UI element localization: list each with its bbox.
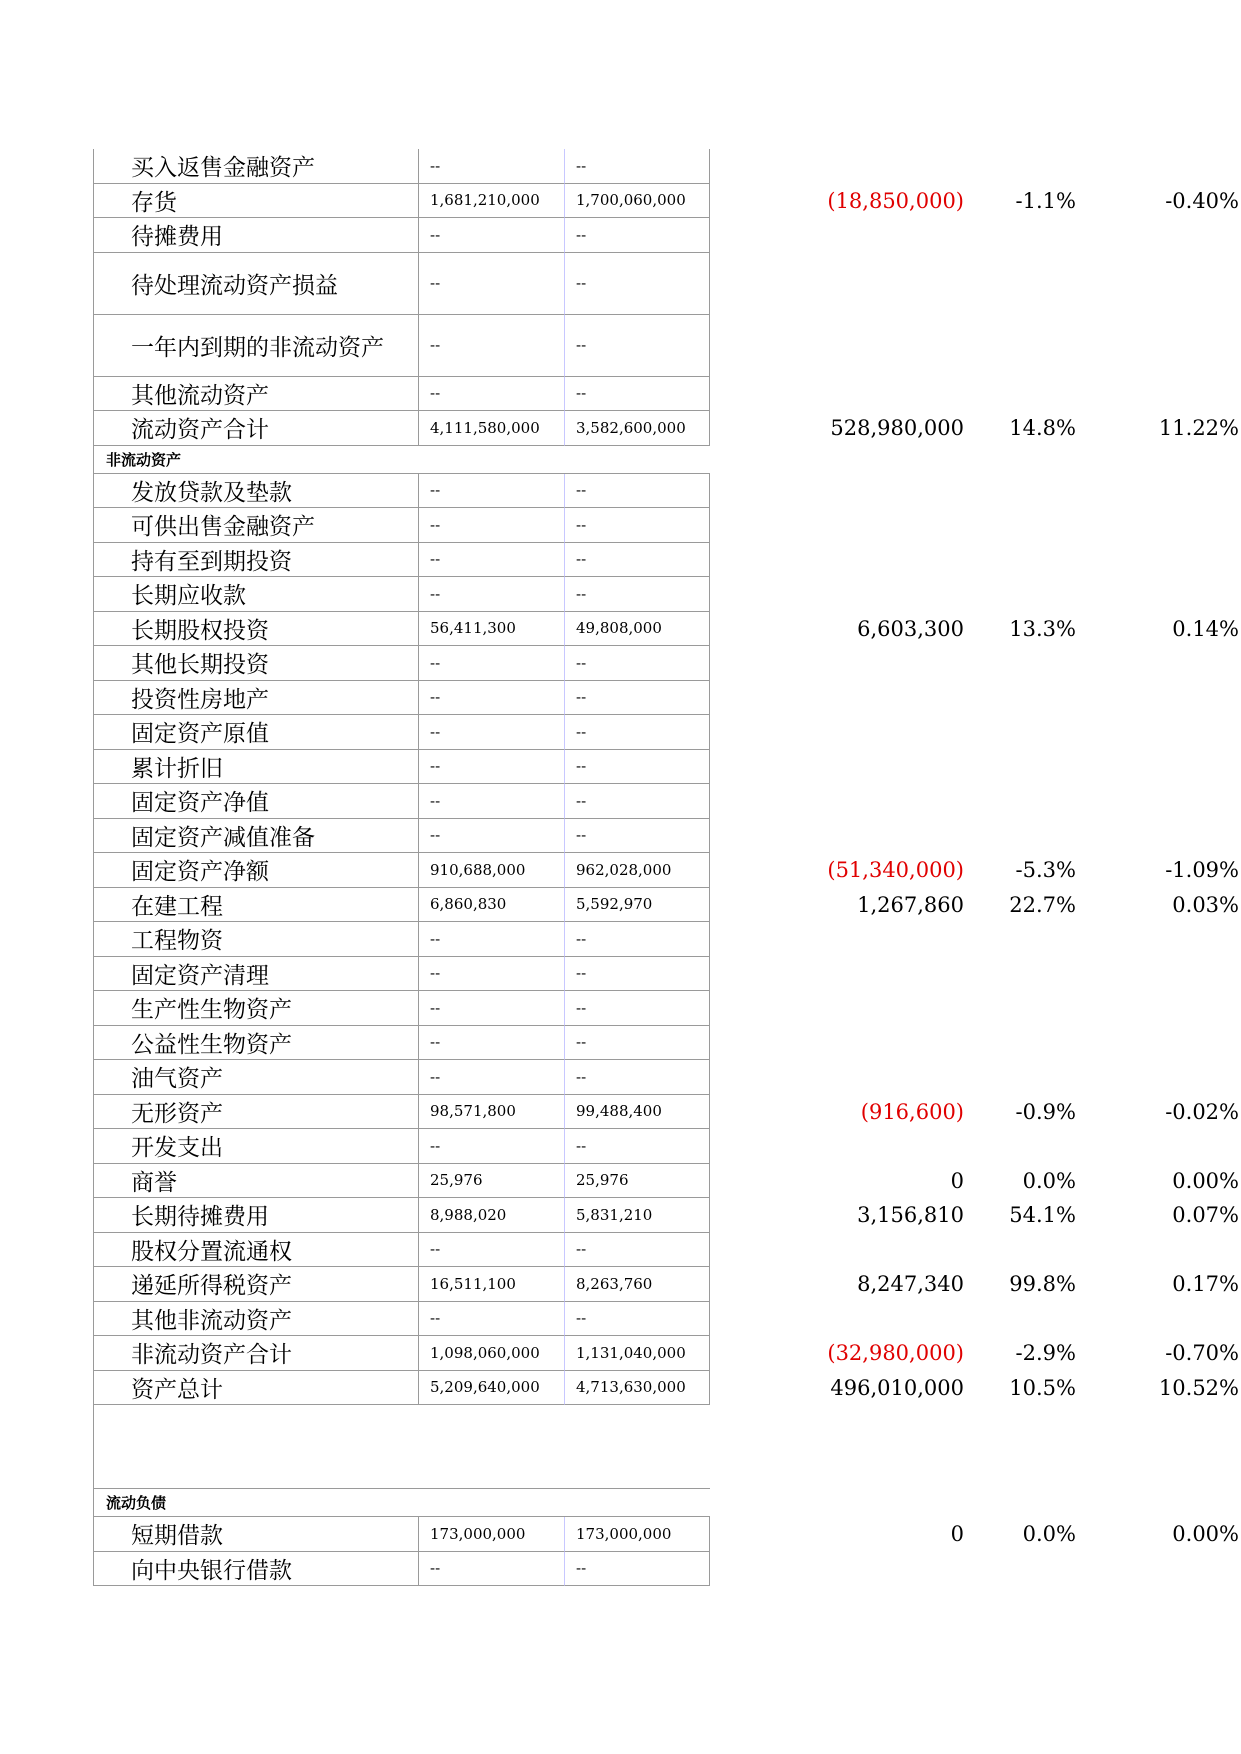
share-of-total (1076, 922, 1239, 957)
value-previous: -- (564, 543, 710, 578)
share-of-total (1076, 253, 1239, 315)
value-current: -- (418, 1129, 564, 1164)
change-amount: 1,267,860 (857, 892, 964, 917)
row-label: 发放贷款及垫款 (93, 474, 418, 509)
value-current: -- (418, 922, 564, 957)
value-current: 56,411,300 (418, 612, 564, 647)
change-percent (964, 957, 1076, 992)
table-row (93, 543, 1163, 578)
value-previous: -- (564, 681, 710, 716)
share-of-total: 0.03% (1172, 892, 1239, 917)
change-percent (964, 784, 1076, 819)
change-percent (964, 543, 1076, 578)
value-previous: -- (564, 1060, 710, 1095)
value-previous: 3,582,600,000 (564, 411, 710, 446)
share-of-total (1076, 315, 1239, 377)
row-label: 工程物资 (93, 922, 418, 957)
share-of-total (1076, 577, 1239, 612)
change-percent: 99.8% (1009, 1272, 1076, 1297)
row-label: 投资性房地产 (93, 681, 418, 716)
value-current: 1,098,060,000 (418, 1336, 564, 1371)
value-current: -- (418, 991, 564, 1026)
change-percent (964, 577, 1076, 612)
share-of-total (1076, 1129, 1239, 1164)
value-previous: -- (564, 1552, 710, 1587)
value-previous: -- (564, 253, 710, 315)
value-previous: 49,808,000 (564, 612, 710, 647)
share-of-total: -1.09% (1165, 858, 1239, 883)
change-amount (710, 218, 964, 253)
section-title: 非流动资产 (93, 446, 710, 474)
change-amount: (916,600) (860, 1099, 964, 1124)
row-label: 其他流动资产 (93, 377, 418, 412)
share-of-total (1076, 1060, 1239, 1095)
change-percent: -0.9% (1015, 1099, 1076, 1124)
row-label: 固定资产减值准备 (93, 819, 418, 854)
value-current: -- (418, 1026, 564, 1061)
row-label: 非流动资产合计 (93, 1336, 418, 1371)
change-amount: 0 (950, 1168, 964, 1193)
value-previous: 5,831,210 (564, 1198, 710, 1233)
change-percent (964, 1233, 1076, 1268)
value-previous: -- (564, 646, 710, 681)
change-percent (964, 991, 1076, 1026)
row-label: 固定资产清理 (93, 957, 418, 992)
change-percent (964, 218, 1076, 253)
table-row (93, 922, 1163, 957)
change-amount (710, 577, 964, 612)
share-of-total: 0.07% (1172, 1203, 1239, 1228)
value-current: 4,111,580,000 (418, 411, 564, 446)
value-previous: -- (564, 784, 710, 819)
table-row (93, 957, 1163, 992)
row-label: 油气资产 (93, 1060, 418, 1095)
change-percent (964, 149, 1076, 184)
row-label: 短期借款 (93, 1517, 418, 1552)
value-current: -- (418, 315, 564, 377)
table-row (93, 411, 1239, 446)
row-label: 其他长期投资 (93, 646, 418, 681)
share-of-total: -0.02% (1165, 1099, 1239, 1124)
row-label: 公益性生物资产 (93, 1026, 418, 1061)
table-row (93, 577, 1163, 612)
value-current: -- (418, 218, 564, 253)
value-previous: -- (564, 957, 710, 992)
table-row (93, 991, 1163, 1026)
share-of-total (1076, 819, 1239, 854)
change-amount (710, 543, 964, 578)
change-percent (964, 1552, 1076, 1587)
change-amount (710, 922, 964, 957)
value-current: -- (418, 577, 564, 612)
change-amount (710, 784, 964, 819)
value-current: -- (418, 1302, 564, 1337)
change-percent (964, 750, 1076, 785)
table-row (93, 508, 1163, 543)
share-of-total (1076, 474, 1239, 509)
table-row (93, 1026, 1163, 1061)
change-amount (710, 1060, 964, 1095)
value-current: 6,860,830 (418, 888, 564, 923)
table-row (93, 1164, 1239, 1199)
value-previous: -- (564, 218, 710, 253)
value-previous: 8,263,760 (564, 1267, 710, 1302)
table-row (93, 377, 1163, 412)
row-label: 长期应收款 (93, 577, 418, 612)
row-label: 向中央银行借款 (93, 1552, 418, 1587)
value-previous: 962,028,000 (564, 853, 710, 888)
value-previous: 5,592,970 (564, 888, 710, 923)
change-amount: 496,010,000 (830, 1375, 964, 1400)
change-percent (964, 253, 1076, 315)
change-percent: 0.0% (1022, 1168, 1076, 1193)
value-current: 5,209,640,000 (418, 1371, 564, 1406)
value-previous: -- (564, 819, 710, 854)
value-current: -- (418, 149, 564, 184)
table-row (93, 1233, 1163, 1268)
value-current: -- (418, 1552, 564, 1587)
row-label: 无形资产 (93, 1095, 418, 1130)
value-previous: -- (564, 1302, 710, 1337)
change-percent: 54.1% (1009, 1203, 1076, 1228)
table-row (93, 474, 1163, 509)
change-amount (710, 750, 964, 785)
empty-cell (93, 1405, 710, 1489)
change-percent: -1.1% (1015, 188, 1076, 213)
share-of-total: 0.14% (1172, 616, 1239, 641)
change-amount: 3,156,810 (857, 1203, 964, 1228)
share-of-total (1076, 1552, 1239, 1587)
table-row (93, 1060, 1163, 1095)
value-current: 173,000,000 (418, 1517, 564, 1552)
table-row (93, 184, 1239, 219)
row-label: 存货 (93, 184, 418, 219)
change-amount (710, 715, 964, 750)
row-label: 商誉 (93, 1164, 418, 1199)
share-of-total: 11.22% (1158, 416, 1239, 441)
share-of-total: 0.00% (1172, 1522, 1239, 1547)
share-of-total (1076, 646, 1239, 681)
value-previous: 25,976 (564, 1164, 710, 1199)
change-amount: (18,850,000) (827, 188, 964, 213)
change-amount (710, 991, 964, 1026)
value-current: -- (418, 543, 564, 578)
change-percent (964, 922, 1076, 957)
change-amount: 8,247,340 (857, 1272, 964, 1297)
share-of-total: 10.52% (1158, 1375, 1239, 1400)
change-amount (710, 1129, 964, 1164)
table-row (93, 218, 1163, 253)
value-previous: -- (564, 508, 710, 543)
table-row (93, 784, 1163, 819)
change-amount (710, 377, 964, 412)
balance-sheet-table (93, 149, 1239, 1586)
row-label: 生产性生物资产 (93, 991, 418, 1026)
change-amount: (32,980,000) (827, 1341, 964, 1366)
change-amount (710, 474, 964, 509)
change-percent: 14.8% (1009, 416, 1076, 441)
share-of-total (1076, 508, 1239, 543)
section-title: 流动负债 (93, 1489, 710, 1517)
value-previous: -- (564, 1026, 710, 1061)
table-row (93, 612, 1239, 647)
table-row (93, 853, 1239, 888)
change-percent (964, 377, 1076, 412)
value-current: -- (418, 253, 564, 315)
share-of-total (1076, 1026, 1239, 1061)
change-percent (964, 1060, 1076, 1095)
share-of-total (1076, 991, 1239, 1026)
row-label: 在建工程 (93, 888, 418, 923)
share-of-total: -0.70% (1165, 1341, 1239, 1366)
value-previous: -- (564, 715, 710, 750)
row-label: 待处理流动资产损益 (93, 253, 418, 315)
table-row (93, 1371, 1239, 1406)
share-of-total (1076, 715, 1239, 750)
row-label: 待摊费用 (93, 218, 418, 253)
value-current: 16,511,100 (418, 1267, 564, 1302)
table-row (93, 253, 1163, 315)
change-amount: 528,980,000 (830, 416, 964, 441)
row-label: 买入返售金融资产 (93, 149, 418, 184)
value-current: -- (418, 508, 564, 543)
row-label: 股权分置流通权 (93, 1233, 418, 1268)
value-previous: -- (564, 315, 710, 377)
value-current: -- (418, 681, 564, 716)
value-previous: 4,713,630,000 (564, 1371, 710, 1406)
share-of-total (1076, 1302, 1239, 1337)
change-percent: 10.5% (1009, 1375, 1076, 1400)
value-current: -- (418, 784, 564, 819)
change-amount: 0 (950, 1522, 964, 1547)
value-current: -- (418, 646, 564, 681)
table-row (93, 1336, 1239, 1371)
change-percent: 0.0% (1022, 1522, 1076, 1547)
spacer-row (93, 1405, 1163, 1489)
change-percent (964, 1129, 1076, 1164)
change-percent (964, 1302, 1076, 1337)
share-of-total (1076, 377, 1239, 412)
change-percent (964, 646, 1076, 681)
value-previous: -- (564, 750, 710, 785)
change-amount (710, 508, 964, 543)
change-percent (964, 474, 1076, 509)
row-label: 长期股权投资 (93, 612, 418, 647)
row-label: 一年内到期的非流动资产 (93, 315, 418, 377)
row-label: 资产总计 (93, 1371, 418, 1406)
row-label: 可供出售金融资产 (93, 508, 418, 543)
share-of-total: 0.00% (1172, 1168, 1239, 1193)
row-label: 长期待摊费用 (93, 1198, 418, 1233)
row-label: 固定资产原值 (93, 715, 418, 750)
table-row (93, 1198, 1239, 1233)
value-previous: -- (564, 149, 710, 184)
table-row (93, 1267, 1239, 1302)
row-label: 固定资产净值 (93, 784, 418, 819)
table-row (93, 888, 1239, 923)
table-row (93, 681, 1163, 716)
change-amount (710, 819, 964, 854)
value-current: 910,688,000 (418, 853, 564, 888)
change-amount (710, 1233, 964, 1268)
value-current: -- (418, 819, 564, 854)
table-row (93, 1517, 1239, 1552)
table-row (93, 1129, 1163, 1164)
value-current: 25,976 (418, 1164, 564, 1199)
share-of-total (1076, 957, 1239, 992)
change-percent (964, 819, 1076, 854)
table-row (93, 819, 1163, 854)
share-of-total (1076, 543, 1239, 578)
share-of-total (1076, 784, 1239, 819)
value-previous: -- (564, 1129, 710, 1164)
change-amount: (51,340,000) (827, 858, 964, 883)
value-current: -- (418, 1233, 564, 1268)
value-previous: 1,700,060,000 (564, 184, 710, 219)
change-amount (710, 1302, 964, 1337)
share-of-total (1076, 218, 1239, 253)
value-previous: -- (564, 577, 710, 612)
change-amount (710, 957, 964, 992)
table-row (93, 1552, 1163, 1587)
value-previous: -- (564, 922, 710, 957)
value-current: -- (418, 1060, 564, 1095)
change-percent: -5.3% (1015, 858, 1076, 883)
value-previous: -- (564, 1233, 710, 1268)
table-row (93, 315, 1163, 377)
share-of-total: 0.17% (1172, 1272, 1239, 1297)
share-of-total (1076, 1233, 1239, 1268)
value-previous: -- (564, 991, 710, 1026)
section-header-row (93, 1489, 1163, 1517)
row-label: 流动资产合计 (93, 411, 418, 446)
value-previous: 99,488,400 (564, 1095, 710, 1130)
change-amount (710, 1026, 964, 1061)
value-previous: -- (564, 377, 710, 412)
value-previous: 173,000,000 (564, 1517, 710, 1552)
share-of-total (1076, 750, 1239, 785)
value-current: -- (418, 957, 564, 992)
table-row (93, 715, 1163, 750)
change-amount: 6,603,300 (857, 616, 964, 641)
change-amount (710, 315, 964, 377)
section-header-row (93, 446, 1163, 474)
change-percent (964, 508, 1076, 543)
value-current: -- (418, 474, 564, 509)
table-row (93, 149, 1163, 184)
share-of-total (1076, 681, 1239, 716)
row-label: 持有至到期投资 (93, 543, 418, 578)
row-label: 固定资产净额 (93, 853, 418, 888)
change-amount (710, 646, 964, 681)
value-current: -- (418, 377, 564, 412)
share-of-total: -0.40% (1165, 188, 1239, 213)
row-label: 开发支出 (93, 1129, 418, 1164)
value-current: 8,988,020 (418, 1198, 564, 1233)
value-previous: 1,131,040,000 (564, 1336, 710, 1371)
table-row (93, 1095, 1239, 1130)
value-current: -- (418, 750, 564, 785)
change-percent (964, 315, 1076, 377)
change-percent: 22.7% (1009, 892, 1076, 917)
row-label: 递延所得税资产 (93, 1267, 418, 1302)
change-amount (710, 681, 964, 716)
row-label: 累计折旧 (93, 750, 418, 785)
value-previous: -- (564, 474, 710, 509)
share-of-total (1076, 149, 1239, 184)
change-percent (964, 715, 1076, 750)
value-current: -- (418, 715, 564, 750)
change-amount (710, 253, 964, 315)
table-row (93, 750, 1163, 785)
change-percent (964, 1026, 1076, 1061)
value-current: 1,681,210,000 (418, 184, 564, 219)
change-percent: -2.9% (1015, 1341, 1076, 1366)
change-percent (964, 681, 1076, 716)
table-row (93, 646, 1163, 681)
row-label: 其他非流动资产 (93, 1302, 418, 1337)
table-row (93, 1302, 1163, 1337)
change-percent: 13.3% (1009, 616, 1076, 641)
change-amount (710, 149, 964, 184)
value-current: 98,571,800 (418, 1095, 564, 1130)
change-amount (710, 1552, 964, 1587)
